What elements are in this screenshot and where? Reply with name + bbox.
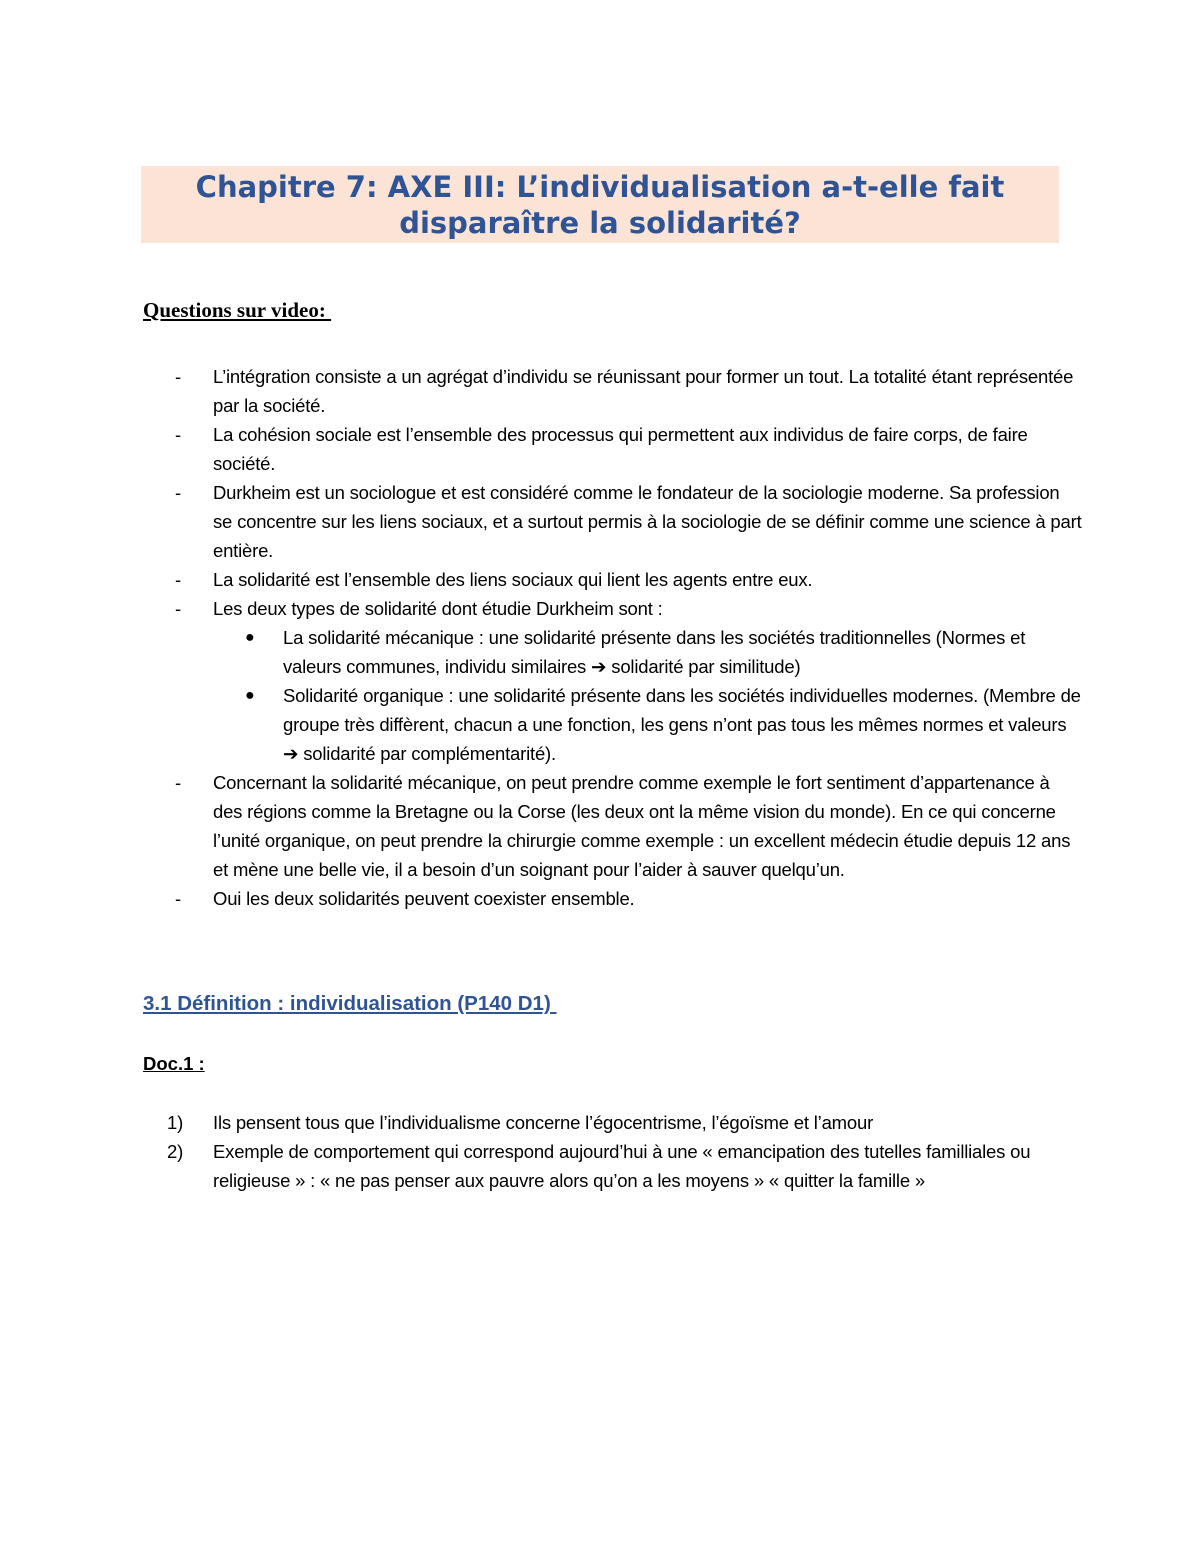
bullet-marker: ●	[245, 687, 255, 704]
dash-marker: -	[175, 482, 181, 503]
list-item-text: La solidarité mécanique : une solidarité présente dans les sociétés traditionnelles (Normes et valeurs communes, individu similaires ➔ solidarité par similitude)	[283, 627, 1026, 677]
questions-list	[143, 362, 1083, 913]
list-item	[143, 420, 1083, 478]
solidarity-types-list	[213, 623, 1083, 768]
number-marker: 1)	[167, 1112, 184, 1133]
dash-marker: -	[175, 366, 181, 387]
doc-heading: Doc.1 :	[143, 1053, 205, 1074]
list-item	[143, 884, 1083, 913]
dash-marker: -	[175, 424, 181, 445]
list-item	[143, 362, 1083, 420]
chapter-title	[141, 166, 1059, 243]
list-item	[143, 594, 1083, 768]
dash-marker: -	[175, 772, 181, 793]
list-item	[143, 1108, 1043, 1137]
list-item-text: Les deux types de solidarité dont étudie Durkheim sont :	[213, 598, 663, 619]
list-item	[213, 681, 1083, 768]
list-item-text: Exemple de comportement qui correspond aujourd’hui à une « emancipation des tutelles familliales ou religieuse » : « ne pas penser aux pauvre alors qu’on a les moyens » « quitter la famille »	[213, 1141, 1031, 1191]
list-item-text: La cohésion sociale est l’ensemble des processus qui permettent aux individus de faire corps, de faire société.	[213, 424, 1028, 474]
list-item-text: Oui les deux solidarités peuvent coexister ensemble.	[213, 888, 635, 909]
list-item-text: Concernant la solidarité mécanique, on peut prendre comme exemple le fort sentiment d’appartenance à des régions comme la Bretagne ou la Corse (les deux ont la même vision du monde). En ce qui concerne l’unité organique, on peut prendre la chirurgie comme exemple : un excellent médecin étudie depuis 12 ans et mène une belle vie, il a besoin d’un soignant pour l’aider à sauver quelqu’un.	[213, 772, 1071, 880]
bullet-marker: ●	[245, 629, 255, 646]
list-item-text: L’intégration consiste a un agrégat d’individu se réunissant pour former un tout. La totalité étant représentée par la société.	[213, 366, 1074, 416]
list-item	[143, 1137, 1043, 1195]
list-item-text: Ils pensent tous que l’individualisme concerne l’égocentrisme, l’égoïsme et l’amour	[213, 1112, 874, 1133]
dash-marker: -	[175, 569, 181, 590]
list-item-text: La solidarité est l’ensemble des liens sociaux qui lient les agents entre eux.	[213, 569, 813, 590]
section-heading: 3.1 Définition : individualisation (P140 D1)	[143, 992, 557, 1015]
dash-marker: -	[175, 598, 181, 619]
list-item-text: Solidarité organique : une solidarité présente dans les sociétés individuelles modernes. (Membre de groupe très diffèrent, chacun a une fonction, les gens n’ont pas tous les mêmes normes et valeurs ➔ solidarité par complémentarité).	[283, 685, 1081, 764]
doc-answers-list	[143, 1108, 1043, 1195]
list-item	[143, 768, 1083, 884]
dash-marker: -	[175, 888, 181, 909]
list-item	[143, 478, 1083, 565]
chapter-title-line-2: disparaître la solidarité?	[399, 206, 801, 240]
number-marker: 2)	[167, 1141, 184, 1162]
list-item-text: Durkheim est un sociologue et est considéré comme le fondateur de la sociologie moderne. Sa profession se concentre sur les liens sociaux, et a surtout permis à la sociologie de se définir comme une science à part entière.	[213, 482, 1082, 561]
list-item	[213, 623, 1083, 681]
chapter-title-line-1: Chapitre 7: AXE III: L’individualisation a-t-elle fait	[195, 170, 1005, 204]
questions-heading: Questions sur video:	[143, 298, 332, 322]
list-item	[143, 565, 1083, 594]
